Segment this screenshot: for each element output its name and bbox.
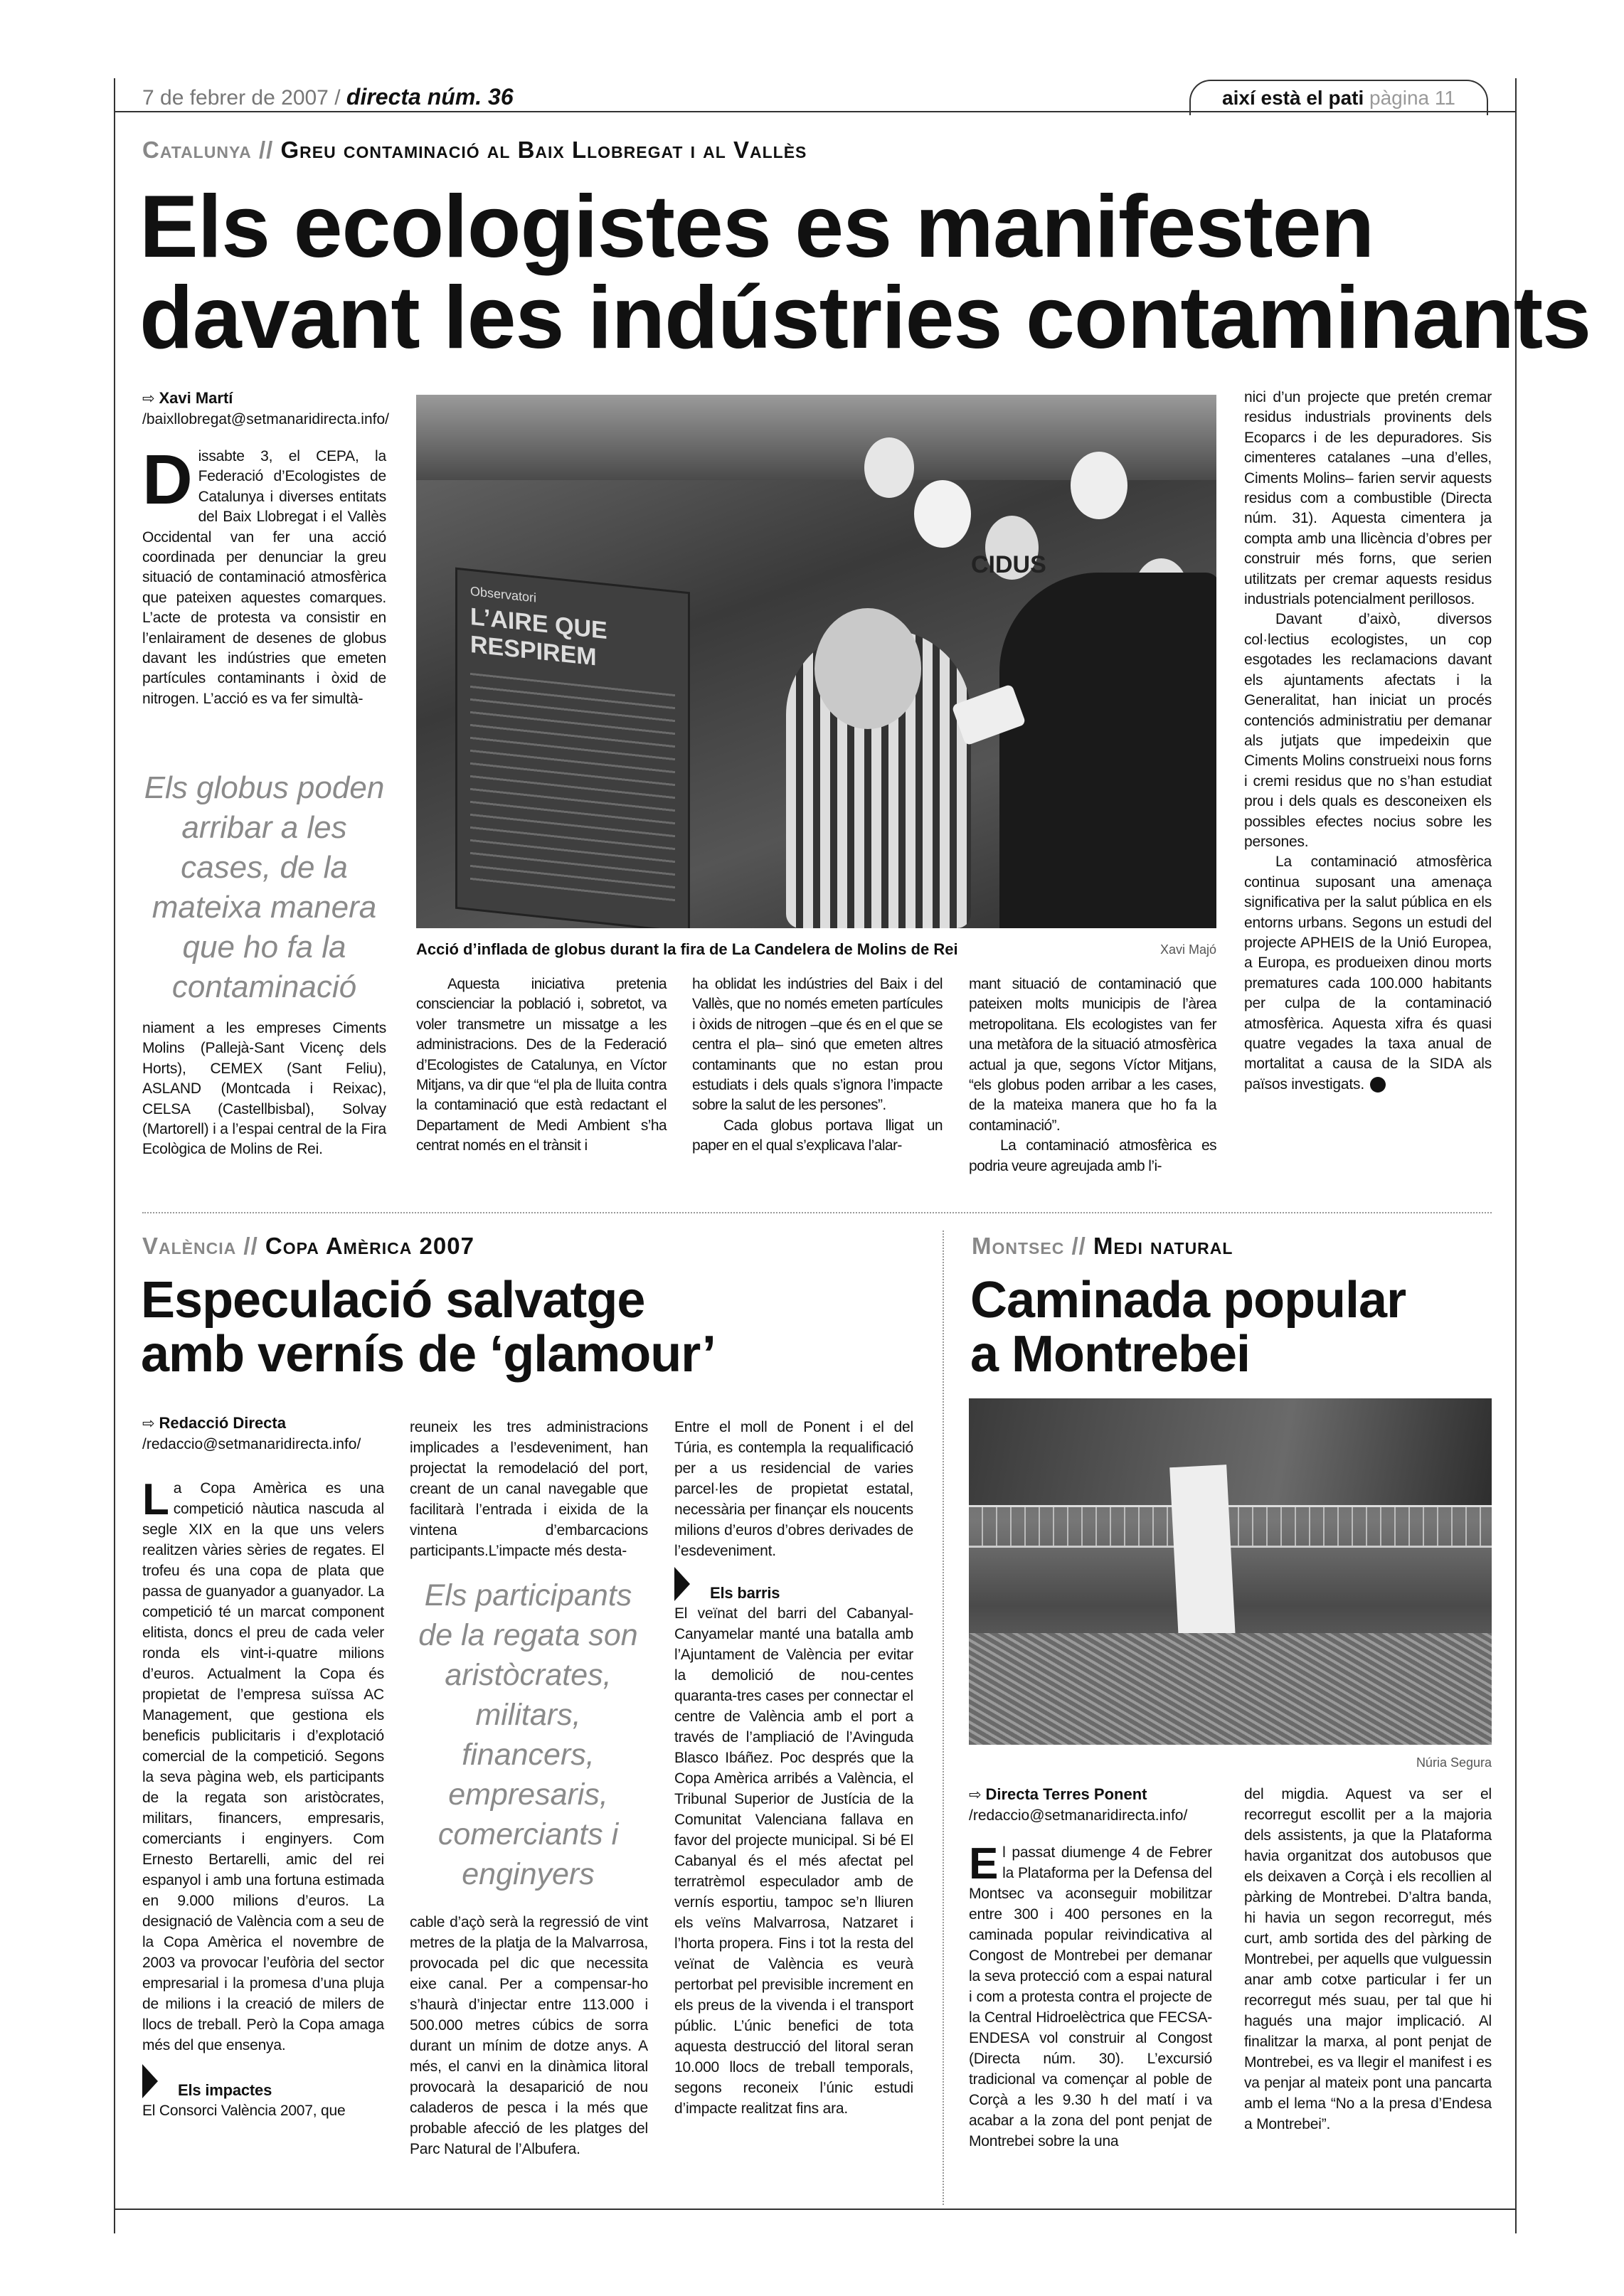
drop-cap: D (142, 440, 193, 519)
drop-cap: L (142, 1475, 169, 1524)
section-tab (1189, 80, 1488, 115)
article3-photo (969, 1398, 1492, 1745)
paragraph: Davant d’això, diversos col·lectius ecologistes, un cop esgotades les reclamacions davant els ajuntaments afectats i la Generalitat, han iniciat un procés contenciós administratiu per demanar als jutjats que impedeixin que Ciments Molins construeixi nous forns i cremi residus que no s’han estudiat prou i dels quals es desconeixen els possibles efectes nocius sobre les persones. (1244, 611, 1492, 850)
section-triangle-icon (142, 2064, 158, 2098)
author-name: Redacció Directa (159, 1414, 286, 1432)
photo-sign (455, 568, 690, 928)
article1-col3 (692, 974, 943, 1157)
section-triangle-icon (674, 1567, 690, 1601)
photo-credit: Núria Segura (1416, 1755, 1492, 1770)
photo-wall-text: CIDUS (971, 551, 1046, 578)
kicker-topic: Copa Amèrica 2007 (265, 1233, 474, 1259)
article3-headline (970, 1273, 1406, 1381)
article1-col1-bottom: niament a les empreses Ciments Molins (Pallejà-Sant Vicenç dels Horts), CEMEX (Sant Feliu), ASLAND (Montcada i Reixac), CELSA (Castellbisbal), Solvay (Martorell) i a l’espai central de la Fira Ecològica de Molins de Rei. (142, 1020, 386, 1158)
column-divider (943, 1231, 944, 2205)
photo-ground (969, 1633, 1492, 1745)
headline-line-2: amb vernís de ‘glamour’ (141, 1326, 716, 1383)
article1-col4 (969, 974, 1216, 1176)
sign-title: L’AIRE QUE RESPIREM (470, 602, 607, 671)
kicker-region: Catalunya // (142, 137, 274, 163)
date-text: 7 de febrer de 2007 / (142, 86, 341, 110)
kicker-topic: Medi natural (1093, 1233, 1233, 1259)
photo-person-head (814, 608, 921, 729)
article3-col2: del migdia. Aquest va ser el recorregut escollit per a la majoria dels assistents, ja que la Plataforma havia organitzat dos autobusos que els deixaven a Corçà i els recollien al pàrking de Montrebei. D’altra banda, hi havia un segon recorregut, més curt, amb sortida des del pàrking de Montrebei, per aquells que vulguessin anar amb cotxe particular i fer un recorregut més suau, per tal que hi hagués una major implicació. Al finalitzar la marxa, al pont penjat de Montrebei, es va llegir el manifest i es va penjar al mateix pont una pancarta amb el lema “No a la presa d’Endesa a Montrebei”. (1244, 1786, 1492, 2132)
article1-col2 (416, 974, 667, 1157)
headline-line-2: davant les indústries contaminants (139, 269, 1591, 367)
article1-col1-top (142, 440, 386, 709)
photo-interviewer (999, 573, 1216, 928)
author-email[interactable]: /baixllobregat@setmanaridirecta.info/ (142, 411, 389, 427)
article1-pull-quote: Els globus poden arribar a les cases, de la mateixa manera que ho fa la contaminació (144, 770, 385, 1004)
sign-small-text: Observatori (470, 583, 537, 605)
paragraph: Cada globus portava lligat un paper en el qual s’explicava l’alar- (692, 1117, 943, 1154)
paragraph: La contaminació atmosfèrica es podria veure agreujada amb l’i- (969, 1137, 1216, 1174)
issue-number: directa núm. 36 (346, 84, 514, 110)
author-email[interactable]: /redaccio@setmanaridirecta.info/ (969, 1807, 1188, 1824)
article1-col5 (1244, 388, 1492, 1095)
headline-line-2: a Montrebei (970, 1326, 1251, 1383)
section-divider (142, 1212, 1492, 1213)
article2-col2-bottom: cable d’açò serà la regressió de vint metres de la platja de la Malvarrosa, provocada pel dic que necessita eixe canal. Per a compensar-ho s’haurà d’injectar entre 113.000 i 500.000 metres cúbics de sorra durant un mínim de dotze anys. A més, el canvi en la dinàmica litoral provocarà la desaparició de nou caladeros de pesca i la més que probable afecció de les platges del Parc Natural de l’Albufera. (410, 1914, 648, 2157)
kicker-region: Montsec // (972, 1233, 1086, 1259)
headline-line-1: Caminada popular (970, 1272, 1406, 1329)
page-border-right (1515, 78, 1517, 2233)
paragraph: Aquesta iniciativa pretenia conscienciar la població i, sobretot, va voler transmetre un missatge a les administracions. Des de la Federació d’Ecologistes de Catalunya, en Víctor Mitjans, va dir que “el pla de lluita contra la contaminació que està redactant el Departament de Medi Ambient s’ha centrat només en el trànsit i (416, 976, 667, 1154)
author-email[interactable]: /redaccio@setmanaridirecta.info/ (142, 1436, 361, 1452)
section-name: així està el pati (1222, 87, 1364, 109)
author-name: Xavi Martí (159, 389, 233, 407)
article3-kicker (972, 1233, 1233, 1260)
balloon-icon (864, 437, 914, 498)
photo-hillside (969, 1398, 1492, 1505)
article1-byline (142, 388, 388, 430)
kicker-topic: Greu contaminació al Baix Llobregat i al Vallès (280, 137, 807, 163)
article2-byline (142, 1413, 388, 1455)
subheading: Els barris (710, 1584, 780, 1602)
article2-kicker (142, 1233, 474, 1260)
end-mark-icon: d (1370, 1077, 1386, 1093)
article2-col2-top: reuneix les tres administracions implicades a l’esdeveniment, han projectat la remodelació del port, creant de un canal navegable que facilitarà l’entrada i eixida de la vintena d’embarcacions participants.L’impacte més desta- (410, 1419, 648, 1559)
page-border-left (114, 78, 115, 2233)
kicker-region: València // (142, 1233, 258, 1259)
byline-arrow-icon: ⇨ (142, 390, 155, 407)
article2-col1 (142, 1475, 384, 2121)
author-name: Directa Terres Ponent (985, 1785, 1147, 1803)
article3-col1 (969, 1839, 1212, 2152)
body-text: l passat diumenge 4 de Febrer la Plataforma per la Defensa del Montsec va aconseguir mobilitzar entre 300 i 400 persones en la caminada popular reivindicativa al Congost de Montrebei per demanar la seva protecció com a espai natural i com a protesta contra el projecte de la Central Hidroelèctrica que FECSA-ENDESA vol construir al Congost (Directa núm. 30). L’excursió tradicional va començar al poble de Corçà a les 9.30 h del matí i va acabar a la zona del pont penjat de Montrebei sobre la una (969, 1844, 1212, 2149)
article1-headline (139, 178, 1591, 367)
photo-credit: Xavi Majó (1159, 942, 1216, 957)
byline-arrow-icon: ⇨ (969, 1787, 982, 1803)
article1-photo (416, 395, 1216, 928)
body-text: issabte 3, el CEPA, la Federació d’Ecologistes de Catalunya i diverses entitats del Baix Llobregat i el Vallès Occidental van fer una acció coordinada per denunciar la greu situació de contaminació atmosfèrica que pateixen aquestes comarques. L’acte de protesta va consistir en l’enlairament de desenes de globus davant les indústries que emeten partícules contaminants i òxid de nitrogen. L’acció es va fer simultà- (142, 448, 386, 707)
article1-kicker (142, 137, 807, 164)
drop-cap: E (969, 1839, 999, 1888)
body-text: a Copa Amèrica es una competició nàutica nascuda al segle XIX en la que uns velers realitzen vàries sèries de regates. El trofeu és una copa de plata que passa de guanyador a guanyador. La competició té un marcat component elitista, doncs el preu de cada veler ronda els vint-i-quatre milions d’euros. Actualment la Copa és propietat de l’empresa suïssa AC Management, que gestiona els beneficis publicitaris i d’explotació comercial de la competició. Segons la seva pàgina web, els participants de la regata son aristòcrates, militars, financers, empresaris, comerciants i enginyers. Com Ernesto Bertarelli, amic del rei espanyol i amb una fortuna estimada en 9.000 milions d’euros. La designació de València com a seu de la Copa Amèrica el novembre de 2003 va provocar l’eufòria del sector empresarial i la promesa d’una pluja de milions i la creació de milers de llocs de treball. Però la Copa amaga més del que ensenya. (142, 1480, 384, 2053)
byline-arrow-icon: ⇨ (142, 1415, 155, 1432)
article3-byline (969, 1784, 1214, 1826)
paragraph: La contaminació atmosfèrica continua suposant una amenaça significativa per la salut pública en els entorns urbans. Segons un estudi del projecte APHEIS de la Unió Europea, a Europa, es produeixen dinou morts prematures cada 100.000 habitants per culpa de la contaminació atmosfèrica. Aquesta xifra és quasi quatre vegades la taxa anual de mortalitat a causa de la SIDA als països investigats. (1244, 854, 1492, 1093)
page-number: pàgina 11 (1369, 87, 1455, 109)
paragraph: mant situació de contaminació que pateixen molts municipis de l’àrea metropolitana. Els ecologistes van fer una metàfora de la situació atmosfèrica actual ja que, segons Víctor Mitjans, “els globus poden arribar a les cases, de la mateixa manera que ho fa la contaminació”. (969, 976, 1216, 1134)
headline-line-1: Els ecologistes es manifesten (139, 178, 1374, 276)
article2-headline (141, 1273, 716, 1381)
paragraph: ha oblidat les indústries del Baix i del Vallès, que no només emeten partícules i òxids de nitrogen –que és en el que se centra el pla– sinó que emeten altres contaminants que no estan prou estudiats i dels quals s’ignora l’impacte sobre la salut de les persones”. (692, 976, 943, 1114)
footer-rule (114, 2209, 1517, 2210)
issue-date (142, 84, 514, 110)
paragraph: nici d’un projecte que pretén cremar residus industrials provinents dels Ecoparcs i de les depuradores. Sis cimenteres catalanes –una d’elles, Ciments Molins– farien servir aquests residus com a combustible (Directa núm. 31). Aquesta cimentera ja compta amb una llicència d’obres per construir més forns, que serien utilitzats per cremar aquests residus industrials potencialment perillosos. (1244, 389, 1492, 608)
paragraph: El veïnat del barri del Cabanyal-Canyamelar manté una batalla amb l’Ajuntament de València per evitar la demolició de nou-centes quaranta-tres cases per connectar el centre de València amb el port a través de l’ampliació de l’Avinguda Blasco Ibáñez. Poc després que la Copa Amèrica arribés a València, el Tribunal Superior de Justícia de la Comunitat Valenciana fallava en favor del projecte municipal. Si bé El Cabanyal és el més afectat pel terratrèmol especulador amb de vernís esportiu, tampoc se’n lliuren els veïns Malvarrosa, Natzaret i l’horta propera. Fins i tot la resta del veïnat de València es veurà pertorbat pel previsible increment en els preus de la vivenda i el transport públic. L’únic benefici de tota aquesta destrucció del litoral seran 10.000 llocs de treball temporals, segons reconeix l’únic estudi d’impacte realitzat fins ara. (674, 1605, 913, 2117)
sign-body-lines (470, 673, 675, 908)
headline-line-1: Especulació salvatge (141, 1272, 645, 1329)
article2-col3 (674, 1417, 913, 2119)
subheading: Els impactes (178, 2081, 272, 2099)
balloon-icon (914, 480, 971, 548)
article2-pull-quote: Els participants de la regata son aristòcrates, militars, financers, empresaris, comerciants i enginyers (418, 1578, 638, 1891)
paragraph: El Consorci València 2007, que (142, 2103, 346, 2119)
paragraph: Entre el moll de Ponent i el del Túria, es contempla la requalificació per a us residencial de varies parcel·les de propietat estatal, necessària per finançar els noucents milions d’euros d’obres derivades de l’esdeveniment. (674, 1419, 913, 1559)
balloon-icon (1071, 452, 1127, 519)
photo-caption: Acció d’inflada de globus durant la fira de La Candelera de Molins de Rei (416, 940, 958, 958)
